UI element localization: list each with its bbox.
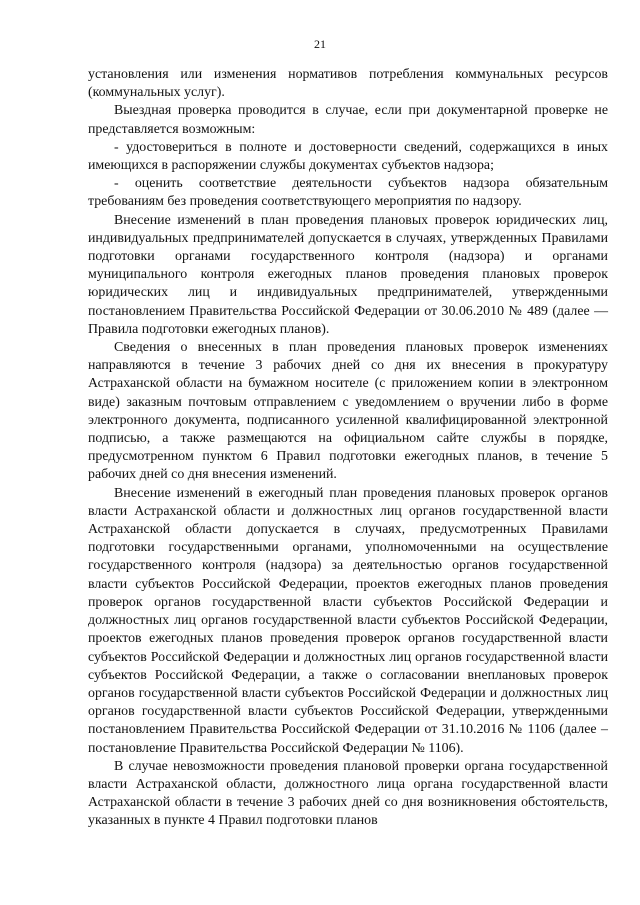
paragraph-continuation: установления или изменения нормативов потребления коммунальных ресурсов (коммунальных услуг). [88,67,608,101]
paragraph-annual-plan-amendments: Внесение изменений в ежегодный план проведения плановых проверок органов власти Астраханской области и должностных лиц органов государственной власти Астраханской области допускается в случаях, предусмотренных Правилами подготовки государственными органами, уполномоченными на осуществление государственного контроля (надзора) за деятельностью органов государственной власти субъектов Российской Федерации, проектов ежегодных планов проведения проверок органов государственной власти субъектов Российской Федерации и должностных лиц органов государственной власти субъектов Российской Федерации, проектов ежегодных планов проведения проверок органов государственной власти субъектов Российской Федерации и должностных лиц органов государственной власти субъектов Российской Федерации, а также о согласовании внеплановых проверок органов государственной власти субъектов Российской Федерации и должностных лиц органов государственной власти субъектов Российской Федерации, утвержденными постановлением Правительства Российской Федерации от 31.10.2016 № 1106 (далее – постановление Правительства Российской Федерации № 1106). [88,485,608,756]
paragraph-field-inspection: Выездная проверка проводится в случае, если при документарной проверке не представляется возможным: [88,103,608,137]
paragraph-amendment-notification: Сведения о внесенных в план проведения плановых проверок изменениях направляются в течение 3 рабочих дней со дня их внесения в прокуратуру Астраханской области на бумажном носителе (с приложением копии в электронном виде) заказным почтовым отправлением с уведомлением о вручении либо в форме электронного документа, подписанного усиленной квалифицированной электронной подписью, а также размещаются на официальном сайте службы в порядке, предусмотренном пунктом 6 Правил подготовки ежегодных планов, в течение 5 рабочих дней со дня внесения изменений. [88,340,608,483]
list-item-assess-compliance: - оценить соответствие деятельности субъектов надзора обязательным требованиям без проведения соответствующего мероприятия по надзору. [88,176,608,210]
document-body [88,66,608,831]
list-item-verify-completeness: - удостовериться в полноте и достоверности сведений, содержащихся в иных имеющихся в распоряжении службы документах субъектов надзора; [88,139,608,174]
paragraph-plan-amendments: Внесение изменений в план проведения плановых проверок юридических лиц, индивидуальных предпринимателей допускается в случаях, утвержденных Правилами подготовки органами государственного контроля (надзора) и органами муниципального контроля ежегодных планов проведения плановых проверок юридических лиц и индивидуальных предпринимателей, утвержденными постановлением Правительства Российской Федерации от 30.06.2010 № 489 (далее — Правила подготовки ежегодных планов). [88,212,608,337]
paragraph-inspection-impossibility: В случае невозможности проведения плановой проверки органа государственной власти Астраханской области, должностного лица органа государственной власти Астраханской области в течение 3 рабочих дней со дня возникновения обстоятельств, указанных в пункте 4 Правил подготовки планов [88,758,608,829]
page-number: 21 [314,37,326,51]
